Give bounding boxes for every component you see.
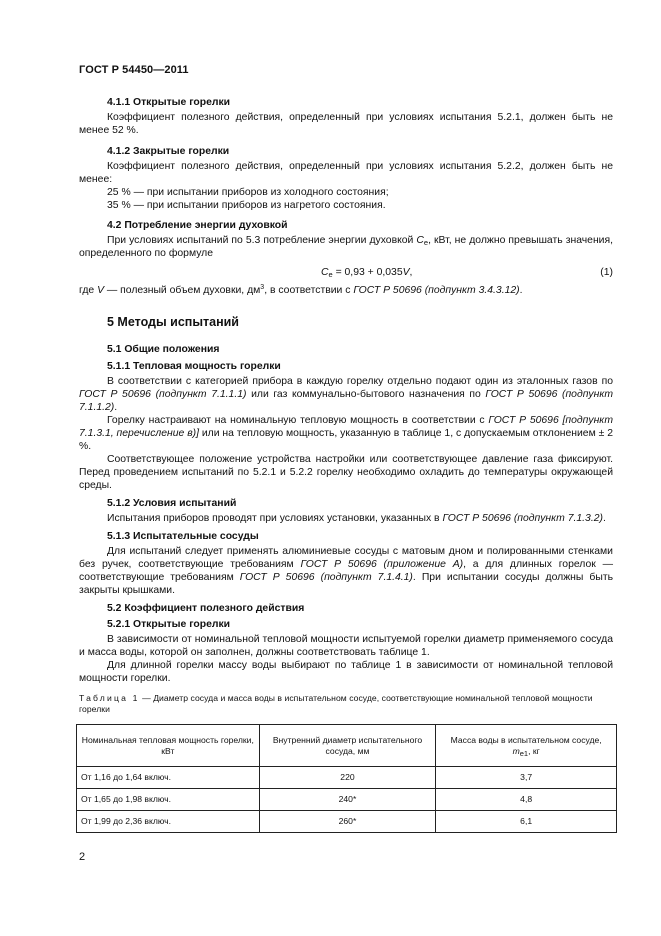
symbol-v: V <box>402 267 410 278</box>
table-caption-text: — Диаметр сосуда и масса воды в испытательном сосуде, соответствующие номинальной тепловой мощности горелки <box>79 693 593 714</box>
paragraph-formula-where <box>79 284 613 297</box>
formula-number: (1) <box>600 267 613 278</box>
symbol-v: V <box>97 285 104 296</box>
text-run: . <box>114 402 118 413</box>
cell-mass: 6,1 <box>436 811 617 833</box>
text-run: где <box>79 285 98 296</box>
paragraph-5-1-3 <box>79 545 613 597</box>
cell-diameter: 260* <box>259 811 436 833</box>
heading-5-2: 5.2 Коэффициент полезного действия <box>107 603 305 614</box>
text-run: При условиях испытаний по 5.3 потребление энергии духовкой <box>107 235 417 246</box>
formula-text: , <box>409 267 413 278</box>
heading-5-1-1: 5.1.1 Тепловая мощность горелки <box>107 361 281 372</box>
heading-section-5: 5 Методы испытаний <box>107 315 239 329</box>
heading-4-1-1: 4.1.1 Открытые горелки <box>107 97 231 108</box>
table-label: Таблица 1 <box>79 693 140 703</box>
paragraph-4-2 <box>79 234 613 260</box>
text-run: Для испытаний следует применять алюминиевые сосуды с матовым дном и полированными стенками без ручек, соответствующие требованиям <box>79 546 613 570</box>
column-header-power: Номинальная тепловая мощность горелки, кВт <box>77 725 260 767</box>
text-run: . При испытании сосуды должны быть закрыты крышками. <box>79 572 614 596</box>
paragraph-5-2-1-a: В зависимости от номинальной тепловой мощности испытуемой горелки диаметр применяемого сосуда и масса воды, которой он заполнен, должны соответствовать таблице 1. <box>79 634 613 658</box>
text-run: В соответствии с категорией прибора в каждую горелку отдельно подают один из эталонных газов по <box>107 376 613 387</box>
formula-text: = 0,93 + 0,035 <box>332 267 403 278</box>
document-header: ГОСТ Р 54450—2011 <box>79 64 189 76</box>
symbol-m: m <box>512 745 520 756</box>
paragraph-5-1-1-c: Соответствующее положение устройства настройки или соответствующее давление газа фиксируют. Перед проведением испытаний по 5.2.1 и 5.2.2 горелку необходимо охладить до температуры окружающей среды. <box>79 454 613 491</box>
cell-power: От 1,65 до 1,98 включ. <box>77 789 260 811</box>
list-item: 35 % — при испытании приборов из нагретого состояния. <box>107 200 386 211</box>
reference: ГОСТ Р 50696 (подпункт 7.1.1.2) <box>79 389 614 413</box>
text-run: или газ коммунально-бытового назначения по <box>246 389 486 400</box>
heading-5-1: 5.1 Общие положения <box>107 344 220 355</box>
text-run: — полезный объем духовки, дм <box>104 285 261 296</box>
table-row <box>77 811 617 833</box>
reference: ГОСТ Р 50696 (подпункт 7.1.4.1) <box>239 572 413 583</box>
table-caption <box>79 693 613 715</box>
table-row <box>77 767 617 789</box>
table-header-row <box>77 725 617 767</box>
paragraph-5-2-1-b: Для длинной горелки массу воды выбирают по таблице 1 в зависимости от номинальной тепловой мощности горелки. <box>79 660 613 684</box>
cell-diameter: 220 <box>259 767 436 789</box>
text-run: или на тепловую мощность, указанную в таблице 1, с допускаемым отклонением ± 2 %. <box>79 428 613 452</box>
heading-5-1-2: 5.1.2 Условия испытаний <box>107 498 237 509</box>
formula-1 <box>79 266 613 280</box>
heading-5-2-1: 5.2.1 Открытые горелки <box>107 619 231 630</box>
heading-4-1-2: 4.1.2 Закрытые горелки <box>107 146 230 157</box>
cell-diameter: 240* <box>259 789 436 811</box>
page-number: 2 <box>79 851 86 863</box>
paragraph-4-1-1: Коэффициент полезного действия, определенный при условиях испытания 5.2.1, должен быть не менее 52 %. <box>79 112 613 136</box>
cell-power: От 1,16 до 1,64 включ. <box>77 767 260 789</box>
text-run: Горелку настраивают на номинальную тепловую мощность в соответствии с <box>107 415 489 426</box>
reference: ГОСТ Р 50696 (приложение А) <box>300 559 464 570</box>
text-run: . <box>519 285 523 296</box>
heading-5-1-3: 5.1.3 Испытательные сосуды <box>107 531 259 542</box>
table-1 <box>76 724 617 833</box>
text-run: , кВт, не должно превышать значения, определенного по формуле <box>79 235 613 259</box>
table-row <box>77 789 617 811</box>
paragraph-4-1-2: Коэффициент полезного действия, определенный при условиях испытания 5.2.2, должен быть не менее: <box>79 161 613 185</box>
paragraph-5-1-2 <box>79 512 613 525</box>
subscript: e <box>328 270 333 279</box>
reference: ГОСТ Р 50696 [подпункт 7.1.3.1, перечисление в)] <box>79 415 613 439</box>
cell-mass: 3,7 <box>436 767 617 789</box>
symbol-c: C <box>321 267 329 278</box>
cell-mass: 4,8 <box>436 789 617 811</box>
paragraph-5-1-1-b <box>79 414 613 453</box>
subscript: e1 <box>519 748 529 758</box>
text-run: , а для длинных горелок — соответствующие требованиям <box>79 559 613 583</box>
header-text: , кг <box>528 745 540 756</box>
reference: ГОСТ Р 50696 (подпункт 3.4.3.12) <box>353 285 520 296</box>
superscript: 3 <box>260 284 265 291</box>
cell-power: От 1,99 до 2,36 включ. <box>77 811 260 833</box>
list-item: 25 % — при испытании приборов из холодного состояния; <box>107 187 389 198</box>
text-run: . <box>602 513 606 524</box>
column-header-diameter: Внутренний диаметр испытательного сосуда, мм <box>259 725 436 767</box>
reference: ГОСТ Р 50696 (подпункт 7.1.1.1) <box>79 389 247 400</box>
formula-expression <box>321 266 412 279</box>
symbol-c: C <box>416 235 424 246</box>
subscript: e <box>423 238 429 247</box>
heading-4-2: 4.2 Потребление энергии духовкой <box>107 220 288 231</box>
column-header-mass <box>436 725 617 767</box>
text-run: Испытания приборов проводят при условиях установки, указанных в <box>107 513 443 524</box>
header-text: Масса воды в испытательном сосуде, <box>450 734 602 745</box>
page-content <box>79 96 613 833</box>
paragraph-5-1-1-a <box>79 375 613 414</box>
text-run: , в соответствии с <box>264 285 354 296</box>
reference: ГОСТ Р 50696 (подпункт 7.1.3.2) <box>442 513 603 524</box>
